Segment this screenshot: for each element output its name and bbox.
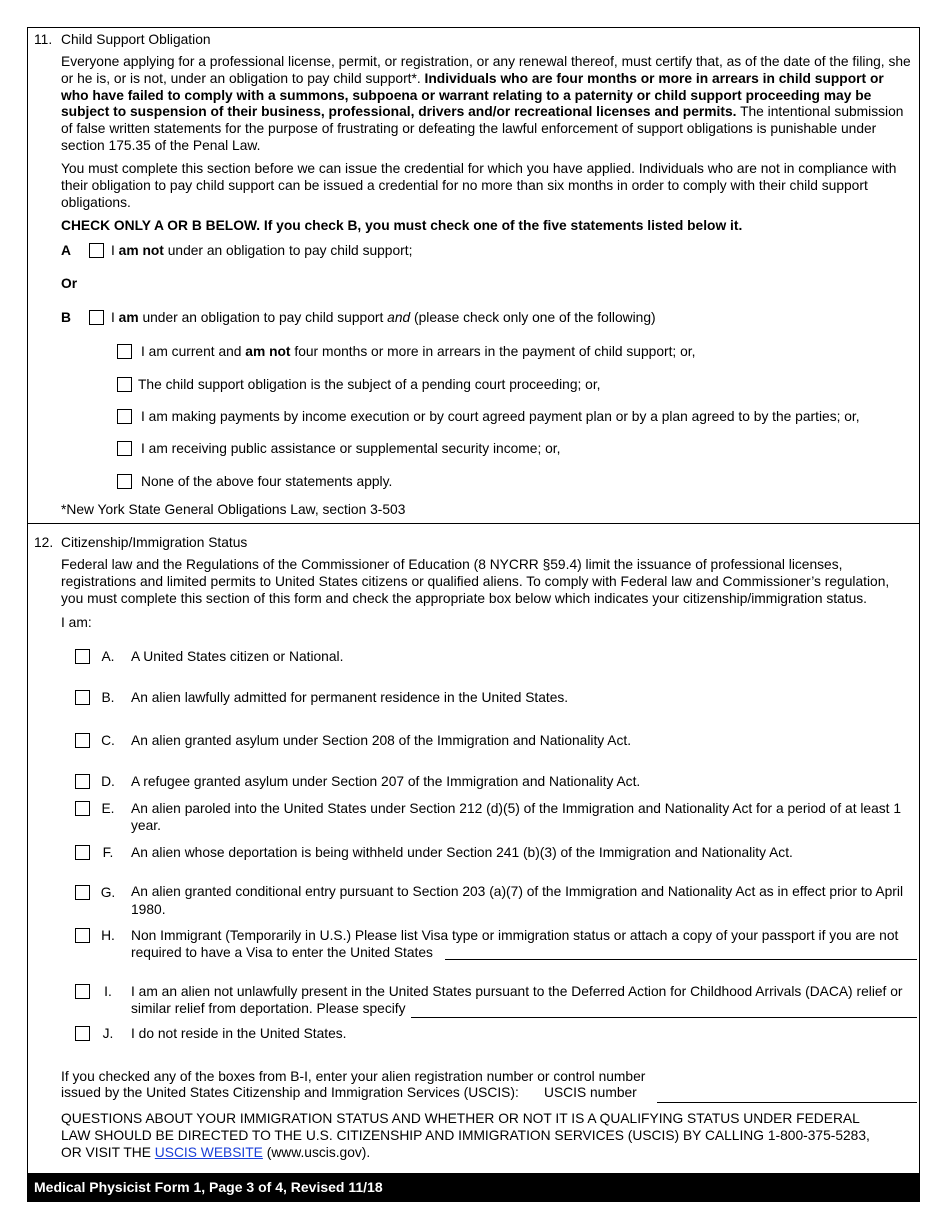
- section-divider: [27, 523, 920, 524]
- citizenship-a-letter: A.: [101, 649, 115, 664]
- citizenship-f-checkbox[interactable]: [75, 845, 90, 860]
- sub-option-4-label: I am receiving public assistance or supplemental security income; or,: [141, 441, 561, 456]
- or-label: Or: [61, 276, 78, 291]
- citizenship-e-letter: E.: [101, 801, 115, 816]
- page-footer: Medical Physicist Form 1, Page 3 of 4, Revised 11/18: [28, 1173, 919, 1201]
- questions-text-line-3: [61, 1144, 370, 1161]
- option-a-pre: I: [111, 243, 119, 258]
- citizenship-f-letter: F.: [102, 845, 114, 860]
- option-a-checkbox[interactable]: [89, 243, 104, 258]
- citizenship-f-label: An alien whose deportation is being withheld under Section 241 (b)(3) of the Immigration and Nationality Act.: [131, 845, 793, 860]
- sub-option-2-checkbox[interactable]: [117, 377, 132, 392]
- option-a-post: under an obligation to pay child support;: [163, 243, 413, 258]
- intro-text: Everyone applying for a professional license, permit, or registration, or any renewal thereof, must certify that, as of the date of the filing, she or he is, or is not, under an obligation to pay child support*.: [61, 54, 911, 86]
- citizenship-intro: Federal law and the Regulations of the Commissioner of Education (8 NYCRR §59.4) limit the issuance of professional licenses, registrations and limited permits to United States citizens or qualified aliens. To comply with Federal law and Commissioner’s regulation, you must complete this section of this form and check the appropriate box below which indicates your citizenship/immigration status.: [61, 557, 890, 606]
- uscis-number-input-line[interactable]: [657, 1102, 917, 1103]
- option-a-label: [111, 242, 412, 259]
- citizenship-b-letter: B.: [101, 690, 115, 705]
- i-am-label: I am:: [61, 615, 92, 630]
- citizenship-g-label: An alien granted conditional entry pursuant to Section 203 (a)(7) of the Immigration and Nationality Act as in effect prior to April: [131, 884, 904, 899]
- questions-text-line-1: QUESTIONS ABOUT YOUR IMMIGRATION STATUS AND WHETHER OR NOT IT IS A QUALIFYING STATUS UNDER FEDERAL: [61, 1111, 860, 1126]
- option-b-label: [111, 309, 656, 326]
- citizenship-b-label: An alien lawfully admitted for permanent residence in the United States.: [131, 690, 569, 705]
- citizenship-j-label: I do not reside in the United States.: [131, 1026, 347, 1041]
- citizenship-h-letter: H.: [101, 928, 115, 943]
- compliance-paragraph: You must complete this section before we can issue the credential for which you have applied. Individuals who are not in compliance with their obligation to pay child support can be issued a credential for no more than six months in order to comply with their child support obligations.: [61, 161, 897, 210]
- citizenship-e-label-cont: year.: [131, 818, 161, 833]
- citizenship-h-label: Non Immigrant (Temporarily in U.S.) Please list Visa type or immigration status or attach a copy of your passport if you are not: [131, 928, 899, 943]
- sub-option-1-post: four months or more in arrears in the payment of child support; or,: [290, 344, 696, 359]
- citizenship-i-checkbox[interactable]: [75, 984, 90, 999]
- citizenship-i-label-cont: similar relief from deportation. Please specify: [131, 1001, 406, 1016]
- section-11-intro: [61, 54, 913, 155]
- check-instruction: CHECK ONLY A OR B BELOW. If you check B, you must check one of the five statements listed below it.: [61, 218, 743, 233]
- sub-option-3-label: I am making payments by income execution or by court agreed payment plan or by a plan agreed to by the parties; or,: [141, 409, 860, 424]
- citizenship-c-label: An alien granted asylum under Section 208 of the Immigration and Nationality Act.: [131, 733, 632, 748]
- uscis-instruction-cont: issued by the United States Citizenship and Immigration Services (USCIS):: [61, 1085, 519, 1100]
- sub-option-5-label: None of the above four statements apply.: [141, 474, 393, 489]
- option-b-mid: under an obligation to pay child support: [138, 310, 388, 325]
- citizenship-d-label: A refugee granted asylum under Section 207 of the Immigration and Nationality Act.: [131, 774, 641, 789]
- section-11-number: 11.: [34, 32, 53, 47]
- sub-option-1-bold: am not: [245, 344, 291, 359]
- option-b-post: (please check only one of the following): [410, 310, 656, 325]
- citizenship-c-checkbox[interactable]: [75, 733, 90, 748]
- option-b-letter: B: [61, 310, 71, 325]
- citizenship-g-letter: G.: [100, 885, 116, 900]
- citizenship-a-checkbox[interactable]: [75, 649, 90, 664]
- citizenship-e-checkbox[interactable]: [75, 801, 90, 816]
- citizenship-d-letter: D.: [101, 774, 115, 789]
- questions-pre: OR VISIT THE: [61, 1145, 155, 1160]
- intro-text-2: The intentional submission of false written statements for the purpose of frustrating or defeating the lawful enforcement of support obligations is punishable under section 175.35 of the Penal Law.: [61, 104, 904, 153]
- citizenship-j-letter: J.: [102, 1026, 114, 1041]
- sub-option-4-checkbox[interactable]: [117, 441, 132, 456]
- option-b-pre: I: [111, 310, 119, 325]
- visa-type-input-line[interactable]: [445, 959, 917, 960]
- citizenship-g-label-cont: 1980.: [131, 902, 166, 917]
- sub-option-1-pre: I am current and: [141, 344, 246, 359]
- citizenship-h-checkbox[interactable]: [75, 928, 90, 943]
- uscis-instruction: If you checked any of the boxes from B-I, enter your alien registration number or control number: [61, 1069, 646, 1084]
- citizenship-c-letter: C.: [101, 733, 115, 748]
- sub-option-1-label: [141, 343, 695, 360]
- questions-text-line-2: LAW SHOULD BE DIRECTED TO THE U.S. CITIZENSHIP AND IMMIGRATION SERVICES (USCIS) BY CALLING 1-800-375-5283,: [61, 1128, 870, 1143]
- uscis-number-label: USCIS number: [544, 1085, 637, 1100]
- citizenship-d-checkbox[interactable]: [75, 774, 90, 789]
- questions-post: (www.uscis.gov).: [262, 1145, 371, 1160]
- citizenship-a-label: A United States citizen or National.: [131, 649, 344, 664]
- intro-bold-text: Individuals who are four months or more in arrears in child support or who have failed to comply with a summons, subpoena or warrant relating to a paternity or child support proceeding may be subject to suspension of their business, professional, drivers and/or recreational licenses and permits.: [61, 70, 884, 120]
- daca-specify-input-line[interactable]: [411, 1017, 917, 1018]
- citizenship-j-checkbox[interactable]: [75, 1026, 90, 1041]
- citizenship-i-letter: I.: [104, 984, 112, 999]
- section-12-number: 12.: [34, 535, 54, 550]
- sub-option-2-label: The child support obligation is the subject of a pending court proceeding; or,: [138, 377, 601, 392]
- footnote: *New York State General Obligations Law, section 3-503: [61, 502, 406, 517]
- option-b-bold: am: [118, 310, 139, 325]
- option-a-letter: A: [61, 243, 71, 258]
- sub-option-5-checkbox[interactable]: [117, 474, 132, 489]
- sub-option-3-checkbox[interactable]: [117, 409, 132, 424]
- option-b-checkbox[interactable]: [89, 310, 104, 325]
- citizenship-h-label-cont: required to have a Visa to enter the United States: [131, 945, 433, 960]
- citizenship-g-checkbox[interactable]: [75, 885, 90, 900]
- citizenship-e-label: An alien paroled into the United States under Section 212 (d)(5) of the Immigration and Nationality Act for a period of at least 1: [131, 801, 902, 816]
- section-11-title: Child Support Obligation: [61, 32, 211, 47]
- citizenship-i-label: I am an alien not unlawfully present in the United States pursuant to the Deferred Action for Childhood Arrivals (DACA) relief or: [131, 984, 903, 999]
- section-12-title: Citizenship/Immigration Status: [61, 535, 248, 550]
- option-b-italic: and: [387, 310, 411, 325]
- uscis-website-link[interactable]: USCIS WEBSITE: [154, 1145, 263, 1160]
- option-a-bold: am not: [118, 243, 164, 258]
- sub-option-1-checkbox[interactable]: [117, 344, 132, 359]
- citizenship-b-checkbox[interactable]: [75, 690, 90, 705]
